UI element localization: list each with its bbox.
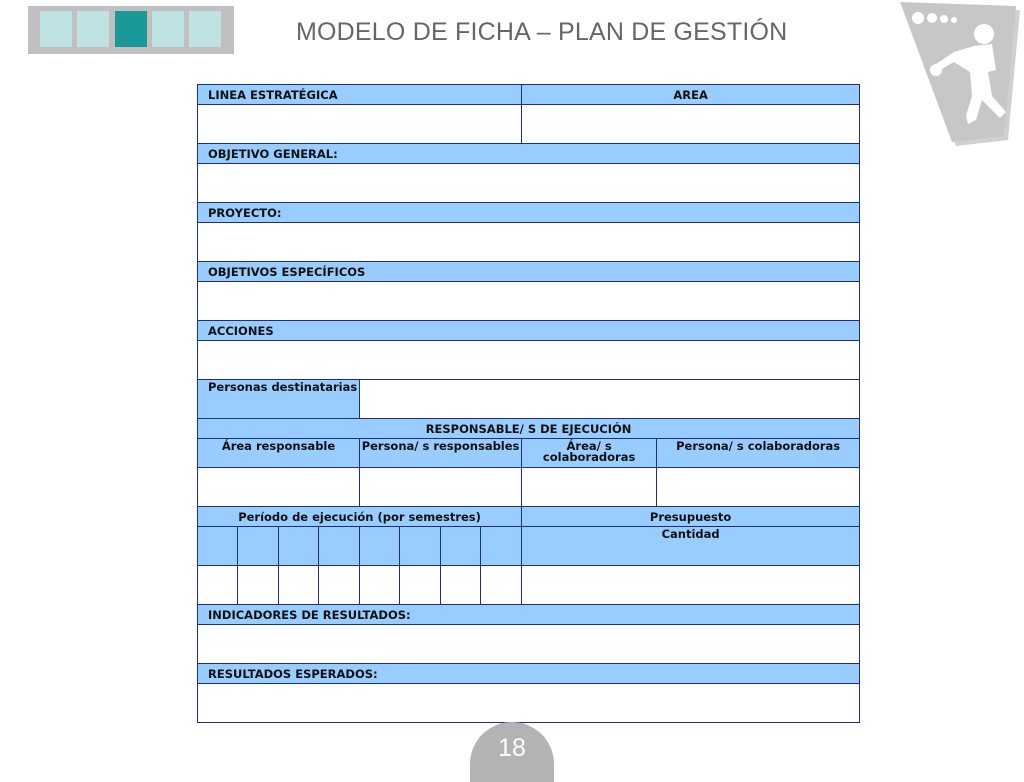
areas-colaboradoras-label: Área/ s colaboradoras [522,439,657,468]
objetivos-especificos-label: OBJETIVOS ESPECÍFICOS [198,262,860,282]
bocce-player-logo-icon [896,0,1024,148]
area-label: AREA [522,85,860,105]
page-title: MODELO DE FICHA – PLAN DE GESTIÓN [296,18,788,46]
personas-responsables-label: Persona/ s responsables [360,439,522,468]
page-number-badge [470,722,554,782]
presupuesto-label: Presupuesto [522,507,860,527]
personas-responsables-field[interactable] [360,468,522,507]
semestre-field[interactable] [198,566,238,605]
semestre-header-cell [481,527,522,566]
proyecto-field[interactable] [198,223,860,262]
semestre-field[interactable] [279,566,319,605]
nav-squares [28,6,234,54]
semestre-field[interactable] [238,566,279,605]
nav-square-4 [152,11,184,47]
proyecto-label: PROYECTO: [198,203,860,223]
personas-destinatarias-field[interactable] [360,380,860,419]
semestre-field[interactable] [441,566,481,605]
plan-gestion-form [197,84,860,723]
semestre-header-cell [279,527,319,566]
personas-colaboradoras-field[interactable] [657,468,860,507]
indicadores-resultados-field[interactable] [198,625,860,664]
area-responsable-label: Área responsable [198,439,360,468]
personas-colaboradoras-label: Persona/ s colaboradoras [657,439,860,468]
semestre-field[interactable] [319,566,360,605]
cantidad-label: Cantidad [522,527,860,566]
page-number: 18 [498,734,526,762]
responsables-ejecucion-label: RESPONSABLE/ S DE EJECUCIÓN [198,419,860,439]
area-responsable-field[interactable] [198,468,360,507]
indicadores-resultados-label: INDICADORES DE RESULTADOS: [198,605,860,625]
resultados-esperados-label: RESULTADOS ESPERADOS: [198,664,860,684]
nav-square-2 [77,11,109,47]
nav-square-1 [40,11,72,47]
objetivo-general-label: OBJETIVO GENERAL: [198,144,860,164]
objetivo-general-field[interactable] [198,164,860,203]
personas-destinatarias-label: Personas destinatarias [198,380,360,419]
semestre-header-cell [360,527,400,566]
objetivos-especificos-field[interactable] [198,282,860,321]
semestre-header-cell [238,527,279,566]
acciones-field[interactable] [198,341,860,380]
area-field[interactable] [522,105,860,144]
nav-square-5 [189,11,221,47]
linea-estrategica-label: LINEA ESTRATÉGICA [198,85,522,105]
acciones-label: ACCIONES [198,321,860,341]
areas-colaboradoras-field[interactable] [522,468,657,507]
nav-square-3-active [115,11,147,47]
semestre-header-cell [441,527,481,566]
semestre-field[interactable] [360,566,400,605]
semestre-header-cell [400,527,441,566]
cantidad-field[interactable] [522,566,860,605]
linea-estrategica-field[interactable] [198,105,522,144]
semestre-header-cell [198,527,238,566]
periodo-ejecucion-label: Período de ejecución (por semestres) [198,507,522,527]
semestre-field[interactable] [400,566,441,605]
semestre-header-cell [319,527,360,566]
semestre-field[interactable] [481,566,522,605]
resultados-esperados-field[interactable] [198,684,860,723]
